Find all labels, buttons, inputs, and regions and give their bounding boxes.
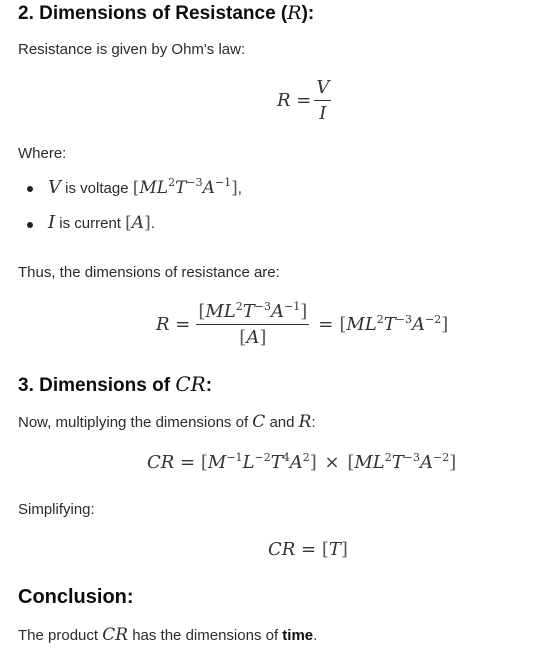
resistance-fraction xyxy=(196,300,309,348)
heading-symbol: R xyxy=(287,2,302,24)
current-dimension: [A] xyxy=(125,213,151,233)
heading-suffix: : xyxy=(205,375,213,396)
where-label: Where: xyxy=(18,145,67,162)
current-text: is current xyxy=(55,215,126,232)
equation-lhs: CR = xyxy=(147,452,196,473)
resistance-dimension-result: $[ML^2T^{-3}A^{-2}]$ xyxy=(339,313,449,335)
section-heading-cr xyxy=(18,372,212,397)
ohm-law-equation xyxy=(277,77,334,124)
cr-result-equation: CR = [T] xyxy=(268,539,348,560)
thus-text: Thus, the dimensions of resistance are: xyxy=(18,264,280,281)
heading-symbol: CR xyxy=(175,372,206,396)
equation-lhs: R = xyxy=(156,313,191,335)
equation-lhs xyxy=(277,90,311,111)
result-symbol: T xyxy=(328,539,341,560)
bullet-marker xyxy=(27,186,33,192)
multiply-intro-suffix: : xyxy=(311,414,316,431)
voltage-text: is voltage xyxy=(61,180,133,197)
section-heading-resistance xyxy=(18,2,314,25)
fraction-numerator: $[ML^2T^{-3}A^{-1}]$ xyxy=(196,300,309,325)
denominator-symbol: A xyxy=(246,327,260,348)
ohm-law-intro: Resistance is given by Ohm's law: xyxy=(18,41,246,58)
heading-suffix: ): xyxy=(301,3,315,24)
equation-lhs-text: R = xyxy=(277,90,312,111)
fraction-denominator: I xyxy=(319,103,327,124)
equals-sign: = xyxy=(318,313,334,335)
conclusion-symbol: CR xyxy=(102,625,129,645)
conclusion-text xyxy=(18,625,317,645)
fraction-numerator: V xyxy=(314,77,331,101)
bullet-marker xyxy=(27,222,33,228)
ohm-fraction xyxy=(314,77,331,124)
conclusion-heading: Conclusion: xyxy=(18,586,134,608)
voltage-dimension: $[ML^2T^{-3}A^{-1}]$ xyxy=(132,176,238,198)
simplifying-label: Simplifying: xyxy=(18,501,95,518)
multiply-intro-prefix: Now, multiplying the dimensions of xyxy=(18,414,253,431)
conclusion-end: . xyxy=(313,627,318,644)
list-item-voltage: V is voltage $[ML^2T^{-3}A^{-1}]$, xyxy=(48,176,242,198)
fraction-denominator: [A] xyxy=(239,327,267,348)
current-symbol: I xyxy=(48,212,56,233)
equation-lhs: CR = xyxy=(268,539,317,560)
list-item-current: I is current [A]. xyxy=(48,212,155,233)
multiply-intro xyxy=(18,412,316,432)
conclusion-mid: has the dimensions of xyxy=(128,627,283,644)
times-sign: × xyxy=(324,452,340,473)
symbol-c: C xyxy=(252,412,266,432)
voltage-symbol: V xyxy=(48,177,61,198)
cr-product-equation: CR = $[M^{-1}L^{-2}T^4A^2] \times [ML^2T^{-3}A^{-2}]$ xyxy=(147,451,457,473)
heading-text: 2. Dimensions of Resistance ( xyxy=(18,3,288,24)
conclusion-bold: time xyxy=(282,627,314,644)
symbol-r: R xyxy=(298,412,312,432)
multiply-intro-and: and xyxy=(265,414,299,431)
current-dimension-symbol: A xyxy=(131,213,145,233)
conclusion-prefix: The product xyxy=(18,627,103,644)
heading-text: 3. Dimensions of xyxy=(18,375,176,396)
resistance-dimension-equation xyxy=(156,300,448,348)
